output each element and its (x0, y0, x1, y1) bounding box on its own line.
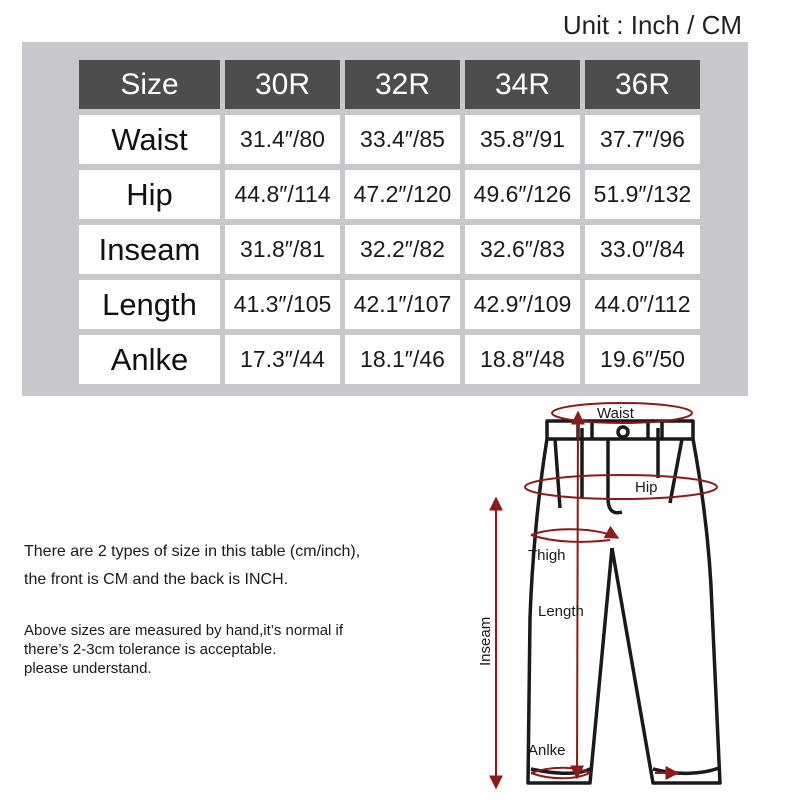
table-cell: 35.8″/91 (465, 115, 580, 164)
size-notes (24, 541, 360, 597)
table-cell: 51.9″/132 (585, 170, 700, 219)
note-line: please understand. (24, 660, 152, 677)
note-line: There are 2 types of size in this table (cm/inch), (24, 543, 361, 560)
diagram-label-hip: Hip (635, 479, 658, 496)
diagram-label-length: Length (538, 603, 584, 620)
table-cell: 17.3″/44 (225, 335, 340, 384)
diagram-label-ankle: Anlke (528, 742, 566, 759)
table-cell: 47.2″/120 (345, 170, 460, 219)
diagram-label-thigh: Thigh (528, 547, 566, 564)
table-cell: 37.7″/96 (585, 115, 700, 164)
note-line: there’s 2-3cm tolerance is acceptable. (24, 641, 277, 658)
size-header-34r: 34R (465, 60, 580, 109)
table-cell: 32.6″/83 (465, 225, 580, 274)
row-label-ankle: Anlke (79, 335, 220, 384)
table-cell: 19.6″/50 (585, 335, 700, 384)
table-cell: 49.6″/126 (465, 170, 580, 219)
table-cell: 41.3″/105 (225, 280, 340, 329)
table-cell: 33.4″/85 (345, 115, 460, 164)
note-line: Above sizes are measured by hand,it’s normal if (24, 622, 344, 639)
row-label-length: Length (79, 280, 220, 329)
note-line: the front is CM and the back is INCH. (24, 571, 289, 588)
table-row-waist (79, 115, 700, 164)
size-table-panel (22, 42, 748, 396)
table-row-ankle (79, 335, 700, 384)
size-table (74, 54, 705, 390)
table-cell: 42.1″/107 (345, 280, 460, 329)
unit-label: Unit : Inch / CM (562, 10, 742, 40)
table-cell: 44.0″/112 (585, 280, 700, 329)
row-label-waist: Waist (79, 115, 220, 164)
table-cell: 18.1″/46 (345, 335, 460, 384)
table-row-inseam (79, 225, 700, 274)
size-header-36r: 36R (585, 60, 700, 109)
table-cell: 33.0″/84 (585, 225, 700, 274)
measurement-notes (24, 621, 343, 678)
table-row-length (79, 280, 700, 329)
pants-measurement-diagram (460, 398, 760, 798)
table-row-hip (79, 170, 700, 219)
row-label-hip: Hip (79, 170, 220, 219)
size-header-30r: 30R (225, 60, 340, 109)
size-header-row (79, 60, 700, 109)
diagram-label-inseam: Inseam (477, 616, 494, 666)
size-corner-header: Size (79, 60, 220, 109)
table-cell: 31.8″/81 (225, 225, 340, 274)
row-label-inseam: Inseam (79, 225, 220, 274)
table-cell: 31.4″/80 (225, 115, 340, 164)
diagram-label-waist: Waist (597, 405, 634, 422)
size-header-32r: 32R (345, 60, 460, 109)
table-cell: 32.2″/82 (345, 225, 460, 274)
table-cell: 18.8″/48 (465, 335, 580, 384)
table-cell: 44.8″/114 (225, 170, 340, 219)
table-cell: 42.9″/109 (465, 280, 580, 329)
